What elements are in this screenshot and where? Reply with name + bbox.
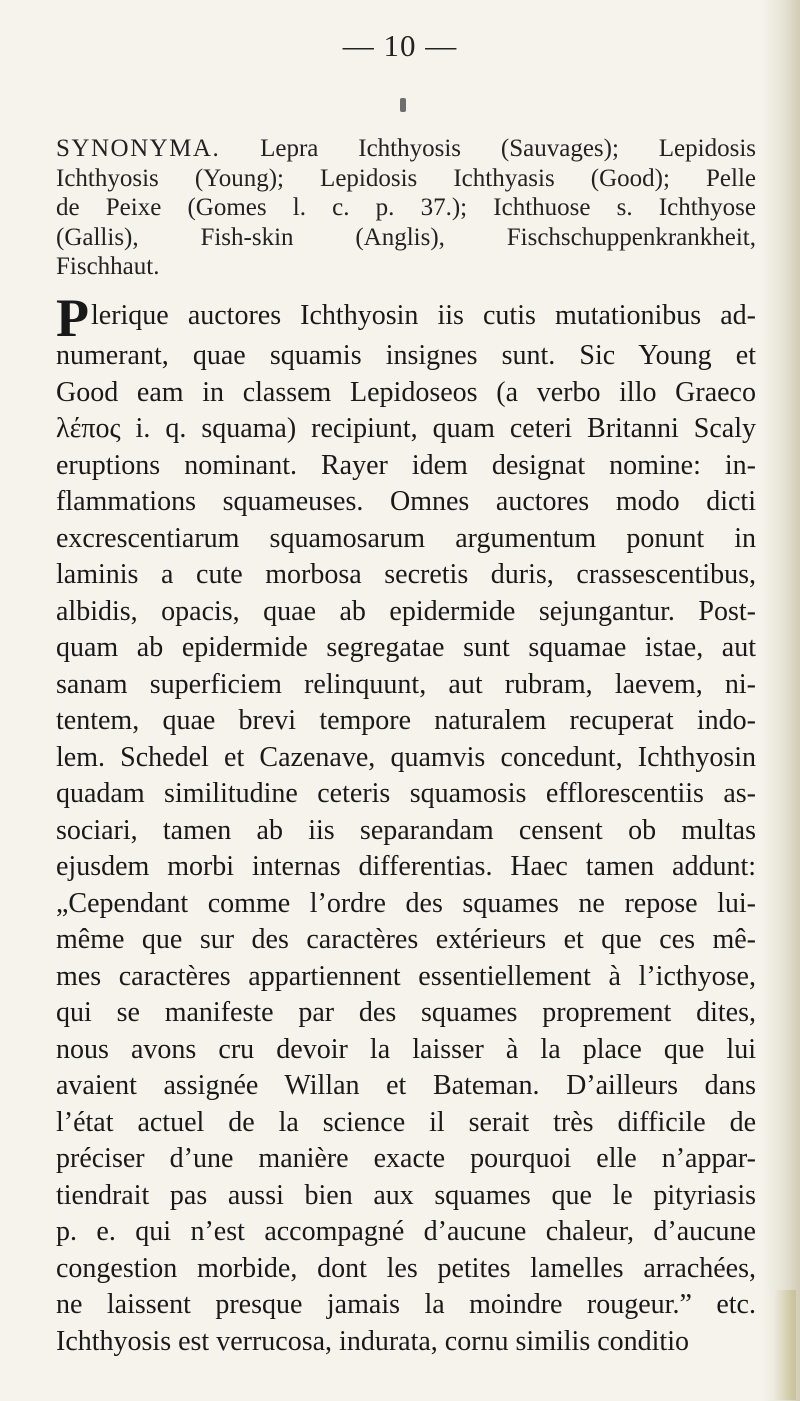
body-line: „Cependant comme l’ordre des squames ne repose lui-: [56, 887, 756, 919]
body-line: quadam similitudine ceteris squamosis efflorescentiis as-: [56, 778, 756, 809]
body-line-1: [56, 288, 756, 348]
body-line: qui se manifeste par des squames proprement dites,: [56, 997, 756, 1028]
body-line: lem. Schedel et Cazenave, quamvis concedunt, Ichthyosin: [56, 741, 756, 773]
synonyma-line-2: Ichthyosis (Young); Lepidosis Ichthyasis (Good); Pelle: [56, 164, 756, 192]
body-line: λέπος i. q. squama) recipiunt, quam ceteri Britanni Scaly: [56, 413, 756, 444]
synonyma-line-4: (Gallis), Fish-skin (Anglis), Fischschuppenkrankheit,: [56, 223, 756, 251]
body-line: flammations squameuses. Omnes auctores modo dicti: [56, 486, 756, 517]
synonyma-paragraph: [56, 134, 756, 282]
body-line: quam ab epidermide segregatae sunt squamae istae, aut: [56, 632, 756, 663]
synonyma-label: SYNONYMA.: [56, 135, 221, 162]
synonyma-line-1: [56, 134, 756, 164]
page-stain: [774, 1290, 796, 1400]
body-line: ne laissent presque jamais la moindre rougeur.” etc.: [56, 1289, 756, 1320]
ink-mark: [400, 98, 406, 112]
body-line: mes caractères appartiennent essentiellement à l’icthyose,: [56, 960, 756, 992]
body-line: Good eam in classem Lepidoseos (a verbo illo Graeco: [56, 376, 756, 408]
page-edge-shadow: [762, 0, 800, 1401]
drop-cap: P: [56, 288, 89, 348]
body-line: même que sur des caractères extérieurs et que ces mê-: [56, 924, 756, 955]
synonyma-text: Lepra Ichthyosis (Sauvages); Lepidosis: [260, 135, 757, 162]
body-line: p. e. qui n’est accompagné d’aucune chaleur, d’aucune: [56, 1216, 756, 1247]
body-line: tentem, quae brevi tempore naturalem recuperat indo-: [56, 705, 756, 736]
body-line: excrescentiarum squamosarum argumentum ponunt in: [56, 522, 756, 554]
body-line: ejusdem morbi internas differentias. Haec tamen addunt:: [56, 851, 756, 882]
body-line: avaient assignée Willan et Bateman. D’ailleurs dans: [56, 1070, 756, 1101]
synonyma-line-5: Fischhaut.: [56, 253, 160, 280]
body-line: Ichthyosis est verrucosa, indurata, cornu similis conditio: [56, 1325, 689, 1357]
body-line: l’état actuel de la science il serait très difficile de: [56, 1106, 756, 1138]
body-line: tiendrait pas aussi bien aux squames que le pityriasis: [56, 1179, 756, 1211]
body-line: sanam superficiem relinquunt, aut rubram, laevem, ni-: [56, 668, 756, 700]
body-line: numerant, quae squamis insignes sunt. Sic Young et: [56, 340, 756, 371]
body-line: sociari, tamen ab iis separandam censent ob multas: [56, 814, 756, 846]
body-paragraph: [56, 288, 756, 1360]
body-line: albidis, opacis, quae ab epidermide sejungantur. Post-: [56, 595, 756, 627]
body-line: eruptions nominant. Rayer idem designat nomine: in-: [56, 449, 756, 481]
body-line: laminis a cute morbosa secretis duris, crassescentibus,: [56, 559, 756, 590]
body-line: congestion morbide, dont les petites lamelles arrachées,: [56, 1252, 756, 1284]
synonyma-line-3: de Peixe (Gomes l. c. p. 37.); Ichthuose s. Ichthyose: [56, 194, 756, 221]
body-line: préciser d’une manière exacte pourquoi elle n’appar-: [56, 1143, 756, 1174]
page-number: — 10 —: [342, 28, 458, 63]
body-line-1-text: lerique auctores Ichthyosin iis cutis mutationibus ad-: [91, 300, 756, 331]
body-line: nous avons cru devoir la laisser à la place que lui: [56, 1033, 756, 1065]
